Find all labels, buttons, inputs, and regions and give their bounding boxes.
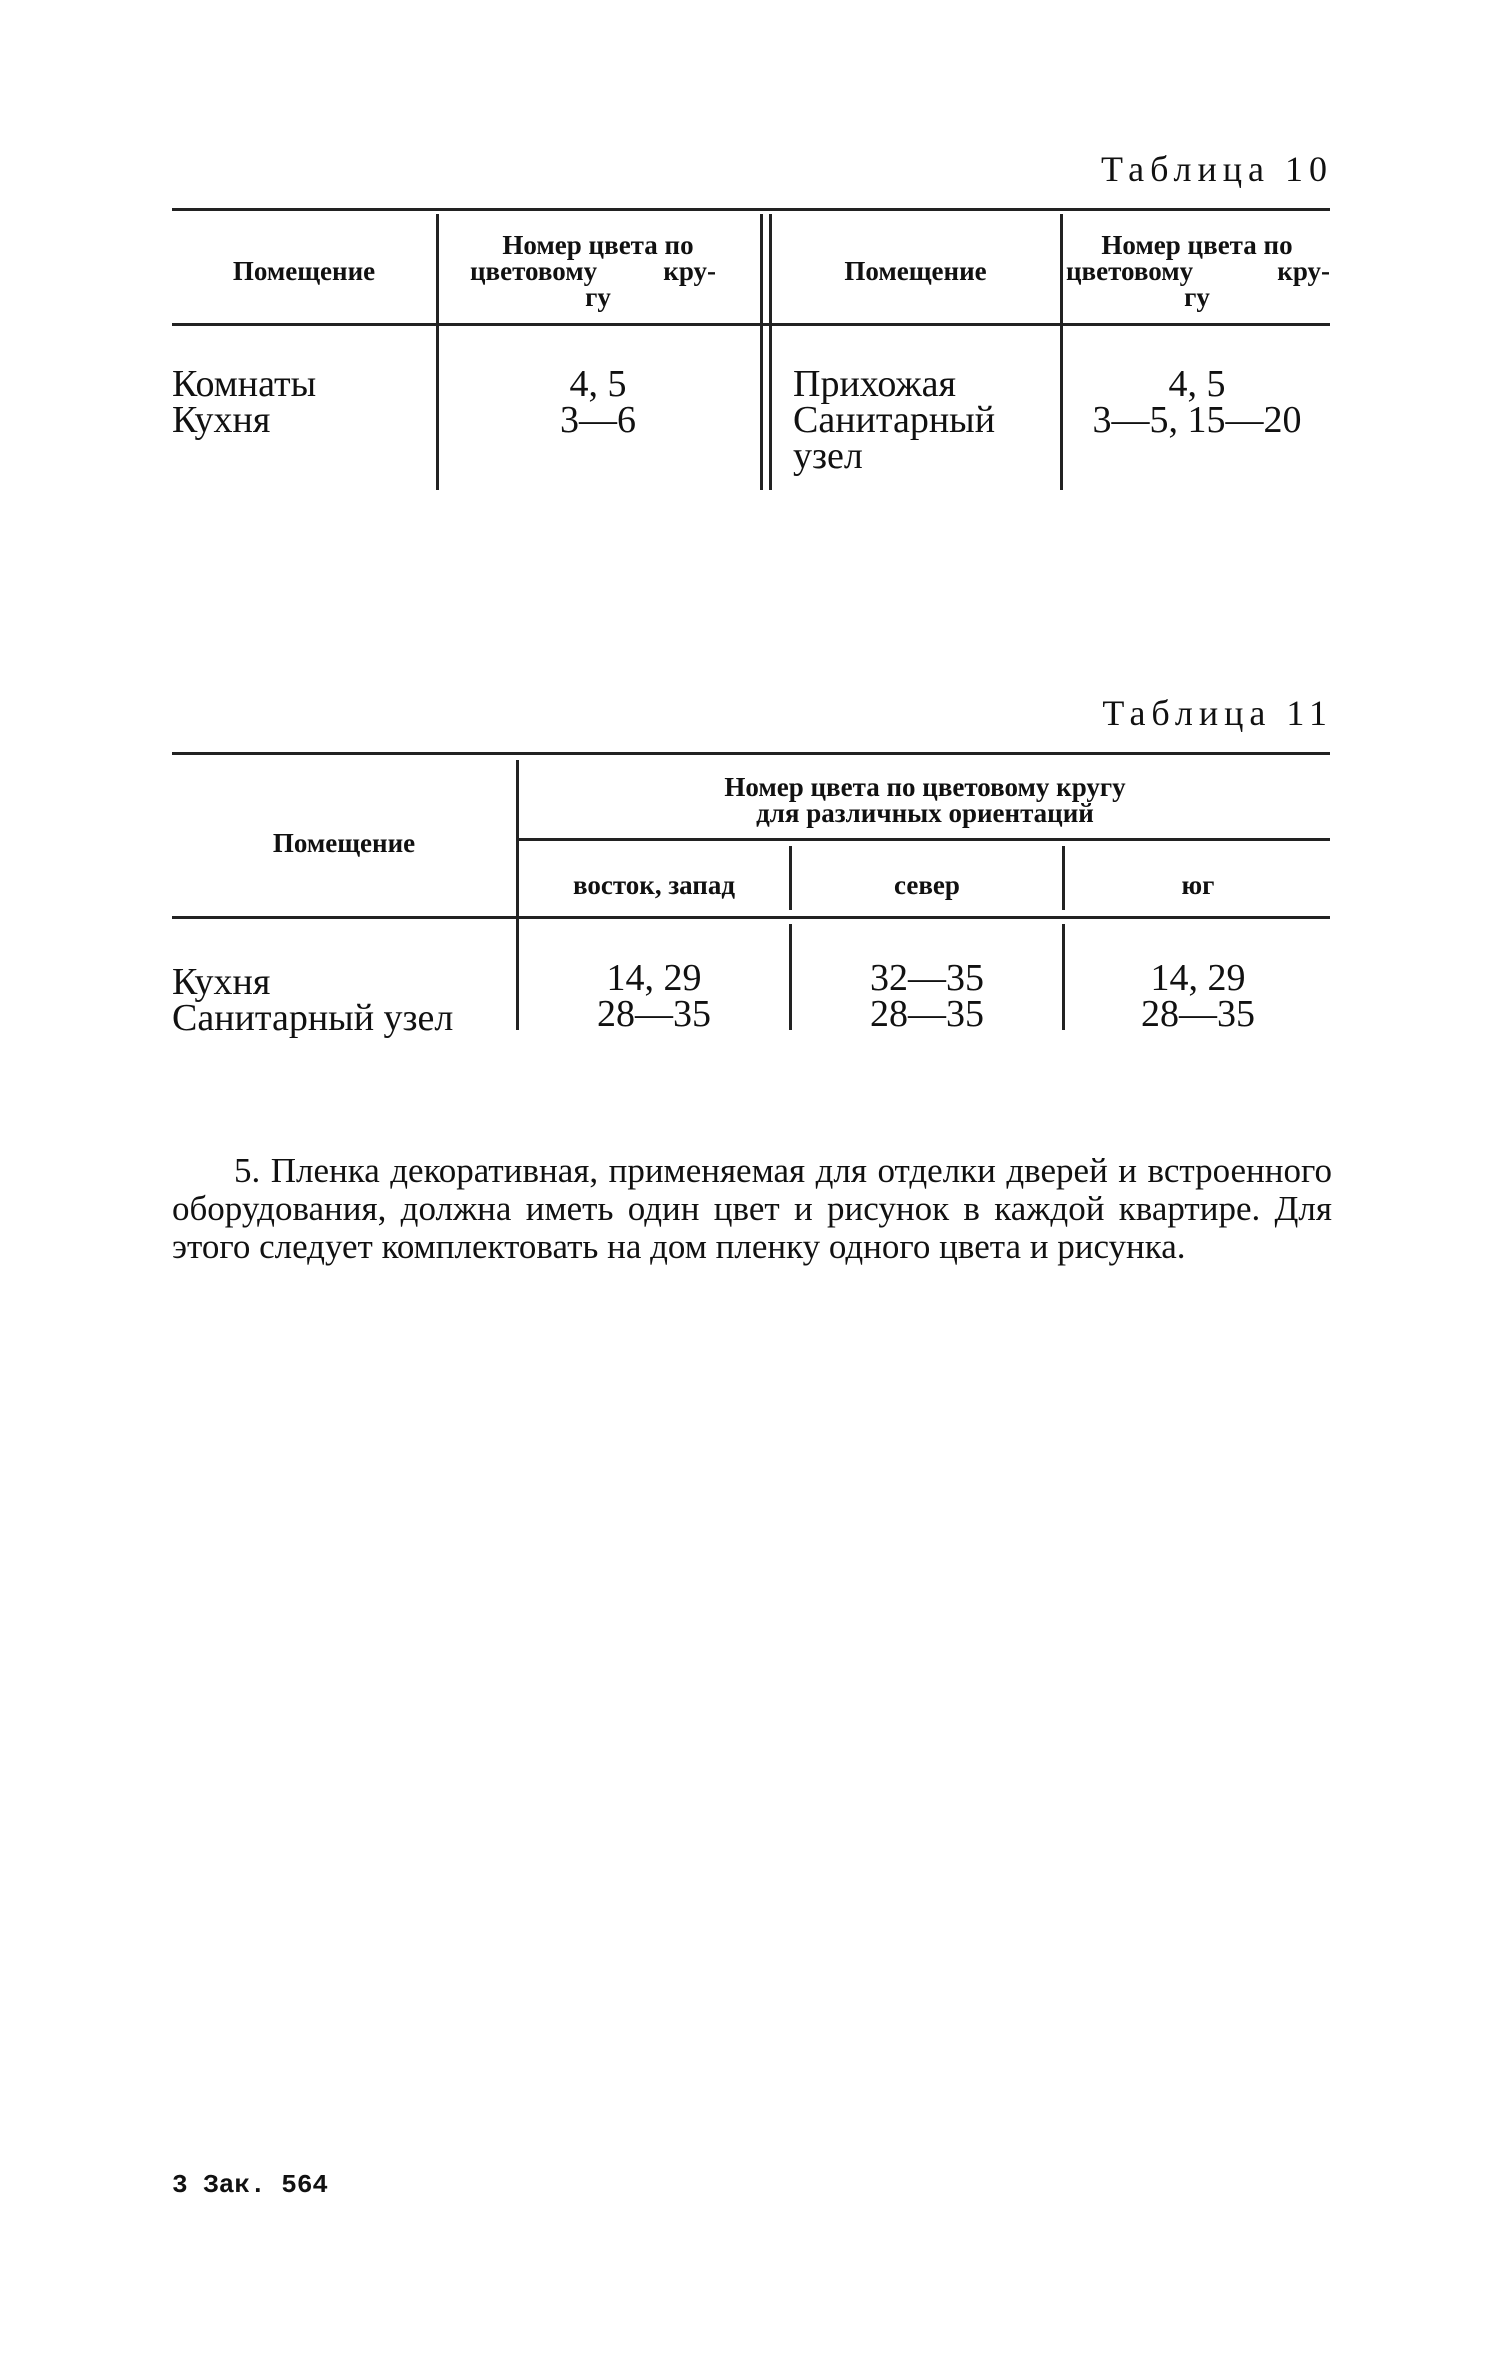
table10-header-room-right: Помещение (844, 256, 987, 286)
table10-top-rule (172, 208, 1330, 211)
table11-divider-1 (516, 760, 519, 1030)
body-paragraph: 5. Пленка декоративная, применяемая для отделки дверей и встроенного оборудования, должна иметь один цвет и рисунок в каждой квартире. Для этого следует комплектовать на дом пленку одного цвета и рисунка. (172, 1151, 1332, 1266)
table10-header-color-right: Номер цвета по цветовому кру- гу (1066, 230, 1330, 312)
table11-header-east-west: восток, запад (572, 870, 736, 900)
table10-divider-3 (1060, 214, 1063, 490)
table11-header-north: север (894, 870, 960, 900)
table11-divider-3-body (1062, 924, 1065, 1030)
table11-rooms: Кухня Санитарный узел (172, 961, 454, 1039)
table10-caption: Таблица 10 (1101, 149, 1333, 189)
table10-divider-double-b (769, 214, 772, 490)
page-footer: 3 Зак. 564 (172, 2170, 329, 2200)
table11-divider-2-body (789, 924, 792, 1030)
table11-header-south: юг (1181, 870, 1215, 900)
table10-header-room-left: Помещение (232, 256, 376, 286)
table11-divider-3-head (1062, 846, 1065, 910)
table11-col-east-west: 14, 29 28—35 (597, 957, 711, 1035)
table11-header-room: Помещение (272, 828, 416, 858)
table11-header-rule (172, 916, 1330, 919)
table11-col-south: 14, 29 28—35 (1141, 957, 1255, 1035)
table11-caption: Таблица 11 (1102, 693, 1333, 733)
table11-col-north: 32—35 28—35 (870, 957, 984, 1035)
table10-header-rule (172, 323, 1330, 326)
table11-top-rule (172, 752, 1330, 755)
table10-right-rooms: Прихожая Санитарный узел (793, 363, 996, 477)
table10-right-values: 4, 5 3—5, 15—20 (1092, 363, 1302, 441)
table11-header-group: Номер цвета по цветовому кругу для различных ориентаций (724, 772, 1126, 828)
table11-group-rule (518, 838, 1330, 841)
table10-left-rooms: Комнаты Кухня (172, 363, 317, 441)
table11-divider-2-head (789, 846, 792, 910)
table10-divider-1 (436, 214, 439, 490)
table10-header-color-left: Номер цвета по цветовому кру- гу (470, 230, 716, 312)
table10-divider-double-a (760, 214, 763, 490)
table10-left-values: 4, 5 3—6 (560, 363, 636, 441)
